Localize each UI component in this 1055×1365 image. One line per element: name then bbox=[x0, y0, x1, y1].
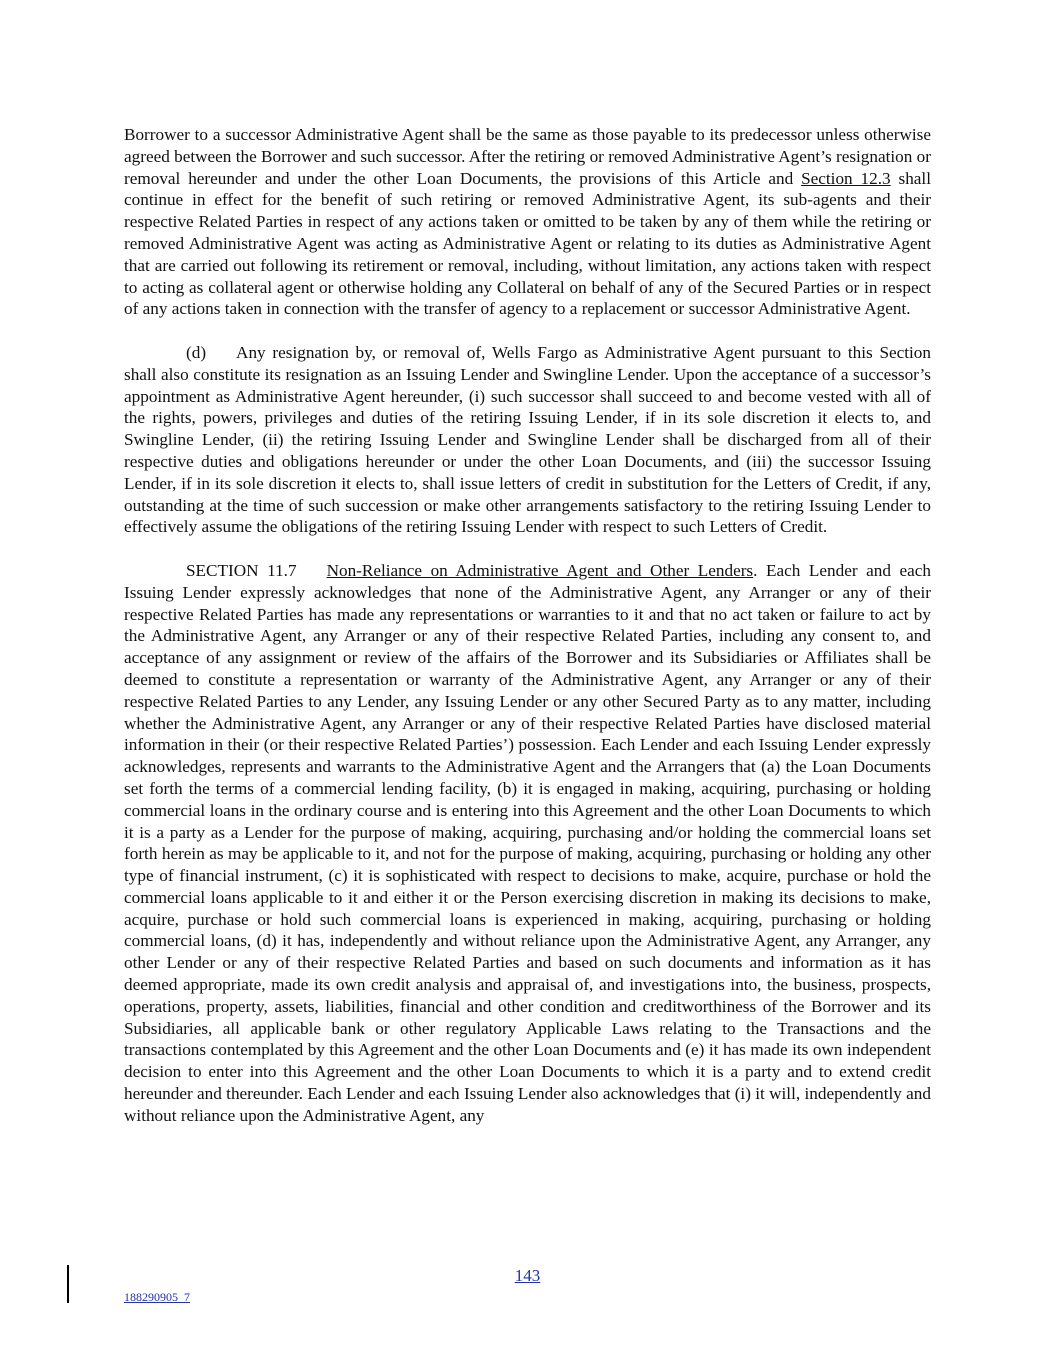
paragraph-text: Any resignation by, or removal of, Wells Fargo as Administrative Agent pursuant to this Section shall also constitute its resignation as an Issuing Lender and Swingline Lender. Upon the acceptance of a successor’s appointment as Administrative Agent hereunder, (i) such successor shall succeed to and become vested with all of the rights, powers, privileges and duties of the retiring Issuing Lender, if in its sole discretion it elects to, and Swingline Lender, (ii) the retiring Issuing Lender and Swingline Lender shall be discharged from all of their respective duties and obligations hereunder or under the other Loan Documents, and (iii) the successor Issuing Lender, if in its sole discretion it elects to, shall issue letters of credit in substitution for the Letters of Credit, if any, outstanding at the time of such succession or make other arrangements satisfactory to the retiring Issuing Lender to effectively assume the obligations of the retiring Issuing Lender with respect to such Letters of Credit. bbox=[124, 342, 931, 537]
paragraph-d-resignation bbox=[124, 342, 931, 538]
paragraph-successor-fees bbox=[124, 124, 931, 320]
section-number: SECTION 11.7 bbox=[186, 560, 297, 580]
section-12-3-reference: Section 12.3 bbox=[801, 168, 891, 188]
section-heading: Non-Reliance on Administrative Agent and Other Lenders bbox=[326, 560, 754, 580]
paragraph-text: shall continue in effect for the benefit of such retiring or removed Administrative Agent, its sub-agents and their respective Related Parties in respect of any actions taken or omitted to be taken by any of them while the retiring or removed Administrative Agent was acting as Administrative Agent or relating to its duties as Administrative Agent that are carried out following its retirement or removal, including, without limitation, any actions taken with respect to acting as collateral agent or otherwise holding any Collateral on behalf of any of the Secured Parties or in respect of any actions taken in connection with the transfer of agency to a replacement or successor Administrative Agent. bbox=[124, 168, 931, 319]
section-11-7 bbox=[124, 560, 931, 1127]
clause-label: (d) bbox=[186, 342, 207, 362]
paragraph-text: . Each Lender and each Issuing Lender expressly acknowledges that none of the Administrative Agent, any Arranger or any of their respective Related Parties has made any representations or warranties to it and that no act taken or failure to act by the Administrative Agent, any Arranger or any of their respective Related Parties, including any consent to, and acceptance of any assignment or review of the affairs of the Borrower and its Subsidiaries or Affiliates shall be deemed to constitute a representation or warranty of the Administrative Agent, any Arranger or any of their respective Related Parties to any Lender, any Issuing Lender or any other Secured Party as to any matter, including whether the Administrative Agent, any Arranger or any of their respective Related Parties have disclosed material information in their (or their respective Related Parties’) possession. Each Lender and each Issuing Lender expressly acknowledges, represents and warrants to the Administrative Agent and the Arrangers that (a) the Loan Documents set forth the terms of a commercial lending facility, (b) it is engaged in making, acquiring, purchasing or holding commercial loans in the ordinary course and is entering into this Agreement and the other Loan Documents to which it is a party as a Lender for the purpose of making, acquiring, purchasing and/or holding the commercial loans set forth herein as may be applicable to it, and not for the purpose of making, acquiring, purchasing or holding any other type of financial instrument, (c) it is sophisticated with respect to decisions to make, acquire, purchase or hold the commercial loans applicable to it and either it or the Person exercising discretion in making its decisions to make, acquire, purchase or hold such commercial loans is experienced in making, acquiring, purchasing or holding commercial loans, (d) it has, independently and without reliance upon the Administrative Agent, any Arranger, any other Lender or any of their respective Related Parties and based on such documents and information as it has deemed appropriate, made its own credit analysis and appraisal of, and investigations into, the business, prospects, operations, property, assets, liabilities, financial and other condition and creditworthiness of the Borrower and its Subsidiaries, all applicable bank or other regulatory Applicable Laws relating to the Transactions and the transactions contemplated by this Agreement and the other Loan Documents and (e) it has made its own independent decision to enter into this Agreement and the other Loan Documents to which it is a party and to extend credit hereunder and thereunder. Each Lender and each Issuing Lender also acknowledges that (i) it will, independently and without reliance upon the Administrative Agent, any bbox=[124, 560, 931, 1125]
paragraph-text: Borrower to a successor Administrative Agent shall be the same as those payable to its predecessor unless otherwise agreed between the Borrower and such successor. After the retiring or removed Administrative Agent’s resignation or removal hereunder and under the other Loan Documents, the provisions of this Article and bbox=[124, 125, 931, 188]
body-text bbox=[124, 124, 931, 1148]
page-number[interactable]: 143 bbox=[514, 1266, 541, 1285]
revision-bar bbox=[67, 1265, 69, 1303]
document-id[interactable]: 188290905_7 bbox=[124, 1290, 190, 1304]
